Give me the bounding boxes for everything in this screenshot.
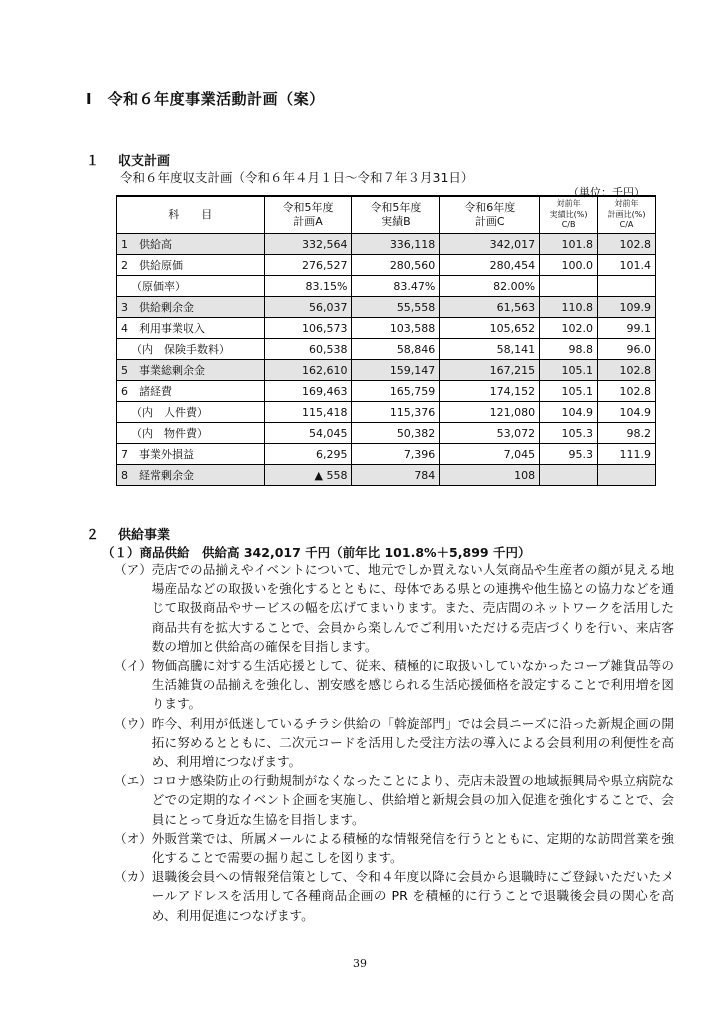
item-text: 退職後会員への情報発信策として、令和４年度以降に会員から退職時にご登録いただいたメールアドレスを活用して各種商品企画の PR を積極的に行うことで退職後会員の関心を高め、利用促進につなげます。 — [151, 869, 674, 923]
table-row — [117, 339, 656, 360]
cell-plan-a: ▲ 558 — [264, 465, 352, 486]
header-col-a: 令和5年度 計画A — [264, 196, 352, 234]
item-text: コロナ感染防止の行動規制がなくなったことにより、売店未設置の地域振興局や県立病院などでの定期的なイベント企画を実施し、供給増と新規会員の加入促進を強化することで、会員にとって身近な生協を目指します。 — [151, 773, 674, 827]
item-marker: （カ） — [114, 869, 152, 885]
section-heading-supply — [86, 524, 170, 543]
table-row — [117, 381, 656, 402]
page-number: 39 — [353, 957, 367, 970]
table-row — [117, 318, 656, 339]
cell-plan-c: 58,141 — [440, 339, 540, 360]
row-label: 4 利用事業収入 — [117, 318, 265, 339]
cell-ratio-cb: 95.3 — [540, 444, 598, 465]
cell-actual-b: 336,118 — [352, 234, 440, 255]
cell-ratio-ca: 102.8 — [598, 360, 656, 381]
section-title: 供給事業 — [118, 528, 171, 543]
list-item — [114, 656, 674, 714]
item-marker: （エ） — [114, 773, 152, 789]
cell-plan-a: 106,573 — [264, 318, 352, 339]
table-row — [117, 234, 656, 255]
table-row — [117, 360, 656, 381]
list-item — [114, 714, 674, 772]
header-col-ca: 対前年 計画比(%) C/A — [598, 196, 656, 234]
item-text: 外販営業では、所属メールによる積極的な情報発信を行うとともに、定期的な訪問営業を強化することで需要の掘り起こしを図ります。 — [151, 830, 674, 866]
cell-ratio-ca: 96.0 — [598, 339, 656, 360]
table-row — [117, 297, 656, 318]
cell-ratio-cb: 110.8 — [540, 297, 598, 318]
section-number: １ — [86, 154, 100, 169]
cell-ratio-ca: 102.8 — [598, 381, 656, 402]
item-marker: （オ） — [114, 830, 152, 846]
row-label: 2 供給原価 — [117, 255, 265, 276]
cell-actual-b: 115,376 — [352, 402, 440, 423]
list-item — [114, 829, 674, 867]
cell-ratio-ca: 99.1 — [598, 318, 656, 339]
cell-plan-c: 280,454 — [440, 255, 540, 276]
cell-plan-c: 82.00% — [440, 276, 540, 297]
cell-plan-c: 61,563 — [440, 297, 540, 318]
table-title: 令和６年度収支計画（令和６年４月１日～令和７年３月31日） — [120, 170, 474, 185]
item-text: 売店での品揃えやイベントについて、地元でしか買えない人気商品や生産者の顔が見える地場産品などの取扱いを強化するとともに、母体である県との連携や他生協との協力などを通じて取扱商品やサービスの幅を広げてまいります。また、売店間のネットワークを活用した商品共有を拡大することで、会員から楽しんでご利用いただける売店づくりを行い、来店客数の増加と供給高の確保を目指します。 — [151, 562, 674, 654]
item-marker: （イ） — [114, 658, 152, 674]
cell-actual-b: 784 — [352, 465, 440, 486]
row-label: 5 事業総剰余金 — [117, 360, 265, 381]
cell-ratio-cb: 105.1 — [540, 381, 598, 402]
cell-ratio-cb — [540, 465, 598, 486]
table-row — [117, 402, 656, 423]
cell-plan-a: 115,418 — [264, 402, 352, 423]
cell-ratio-cb: 105.3 — [540, 423, 598, 444]
budget-table — [116, 195, 656, 486]
row-label: （内 保険手数料） — [117, 339, 265, 360]
cell-plan-c: 342,017 — [440, 234, 540, 255]
cell-actual-b: 280,560 — [352, 255, 440, 276]
item-text: 物価高騰に対する生活応援として、従来、積極的に取扱いしていなかったコープ雑貨品等の生活雑貨の品揃えを強化し、割安感を感じられる生活応援価格を設定することで利用増を図ります。 — [151, 658, 674, 712]
document-heading: Ⅰ 令和６年度事業活動計画（案） — [86, 90, 325, 108]
cell-plan-a: 6,295 — [264, 444, 352, 465]
cell-plan-c: 105,652 — [440, 318, 540, 339]
item-marker: （ウ） — [114, 715, 152, 731]
unit-label: （単位：千円） — [568, 186, 645, 199]
cell-ratio-ca: 109.9 — [598, 297, 656, 318]
table-header-row — [117, 196, 656, 234]
cell-ratio-ca: 111.9 — [598, 444, 656, 465]
cell-actual-b: 165,759 — [352, 381, 440, 402]
cell-ratio-cb — [540, 276, 598, 297]
cell-ratio-ca: 98.2 — [598, 423, 656, 444]
subsection-heading: （１）商品供給 供給高 342,017 千円（前年比 101.8%＋5,899 千円） — [102, 545, 531, 560]
cell-ratio-cb: 98.8 — [540, 339, 598, 360]
section-heading-budget — [86, 150, 170, 169]
item-text: 昨今、利用が低迷しているチラシ供給の「斡旋部門」では会員ニーズに沿った新規企画の開拓に努めるとともに、二次元コードを活用した受注方法の導入による会員利用の利便性を高め、利用増につなげます。 — [151, 715, 674, 770]
section-number: ２ — [86, 528, 100, 543]
cell-plan-c: 7,045 — [440, 444, 540, 465]
item-marker: （ア） — [114, 562, 152, 577]
cell-plan-a: 169,463 — [264, 381, 352, 402]
cell-ratio-cb: 105.1 — [540, 360, 598, 381]
cell-plan-a: 54,045 — [264, 423, 352, 444]
table-row — [117, 444, 656, 465]
cell-actual-b: 83.47% — [352, 276, 440, 297]
row-label: 8 経常剰余金 — [117, 465, 265, 486]
table-row — [117, 255, 656, 276]
row-label: 1 供給高 — [117, 234, 265, 255]
cell-plan-a: 83.15% — [264, 276, 352, 297]
cell-actual-b: 103,588 — [352, 318, 440, 339]
list-item — [114, 771, 674, 829]
cell-plan-c: 108 — [440, 465, 540, 486]
row-label: （原価率） — [117, 276, 265, 297]
cell-ratio-ca — [598, 465, 656, 486]
cell-plan-a: 276,527 — [264, 255, 352, 276]
cell-plan-c: 167,215 — [440, 360, 540, 381]
header-col-cb: 対前年 実績比(%) C/B — [540, 196, 598, 234]
cell-ratio-cb: 100.0 — [540, 255, 598, 276]
cell-ratio-ca — [598, 276, 656, 297]
table-row — [117, 465, 656, 486]
header-item: 科 目 — [117, 196, 265, 234]
row-label: （内 物件費） — [117, 423, 265, 444]
cell-plan-c: 121,080 — [440, 402, 540, 423]
supply-plan-list — [114, 560, 674, 925]
list-item — [114, 560, 674, 656]
row-label: 7 事業外損益 — [117, 444, 265, 465]
cell-ratio-ca: 102.8 — [598, 234, 656, 255]
cell-plan-a: 332,564 — [264, 234, 352, 255]
row-label: （内 人件費） — [117, 402, 265, 423]
row-label: 3 供給剰余金 — [117, 297, 265, 318]
table-row — [117, 423, 656, 444]
cell-plan-a: 60,538 — [264, 339, 352, 360]
cell-ratio-cb: 101.8 — [540, 234, 598, 255]
section-title: 収支計画 — [118, 154, 171, 169]
cell-plan-a: 162,610 — [264, 360, 352, 381]
header-col-b: 令和5年度 実績B — [352, 196, 440, 234]
cell-ratio-cb: 102.0 — [540, 318, 598, 339]
cell-ratio-ca: 101.4 — [598, 255, 656, 276]
cell-plan-a: 56,037 — [264, 297, 352, 318]
cell-actual-b: 58,846 — [352, 339, 440, 360]
list-item — [114, 867, 674, 925]
cell-plan-c: 53,072 — [440, 423, 540, 444]
cell-actual-b: 55,558 — [352, 297, 440, 318]
table-row — [117, 276, 656, 297]
row-label: 6 諸経費 — [117, 381, 265, 402]
cell-plan-c: 174,152 — [440, 381, 540, 402]
cell-ratio-cb: 104.9 — [540, 402, 598, 423]
header-col-c: 令和6年度 計画C — [440, 196, 540, 234]
cell-ratio-ca: 104.9 — [598, 402, 656, 423]
cell-actual-b: 50,382 — [352, 423, 440, 444]
cell-actual-b: 7,396 — [352, 444, 440, 465]
cell-actual-b: 159,147 — [352, 360, 440, 381]
